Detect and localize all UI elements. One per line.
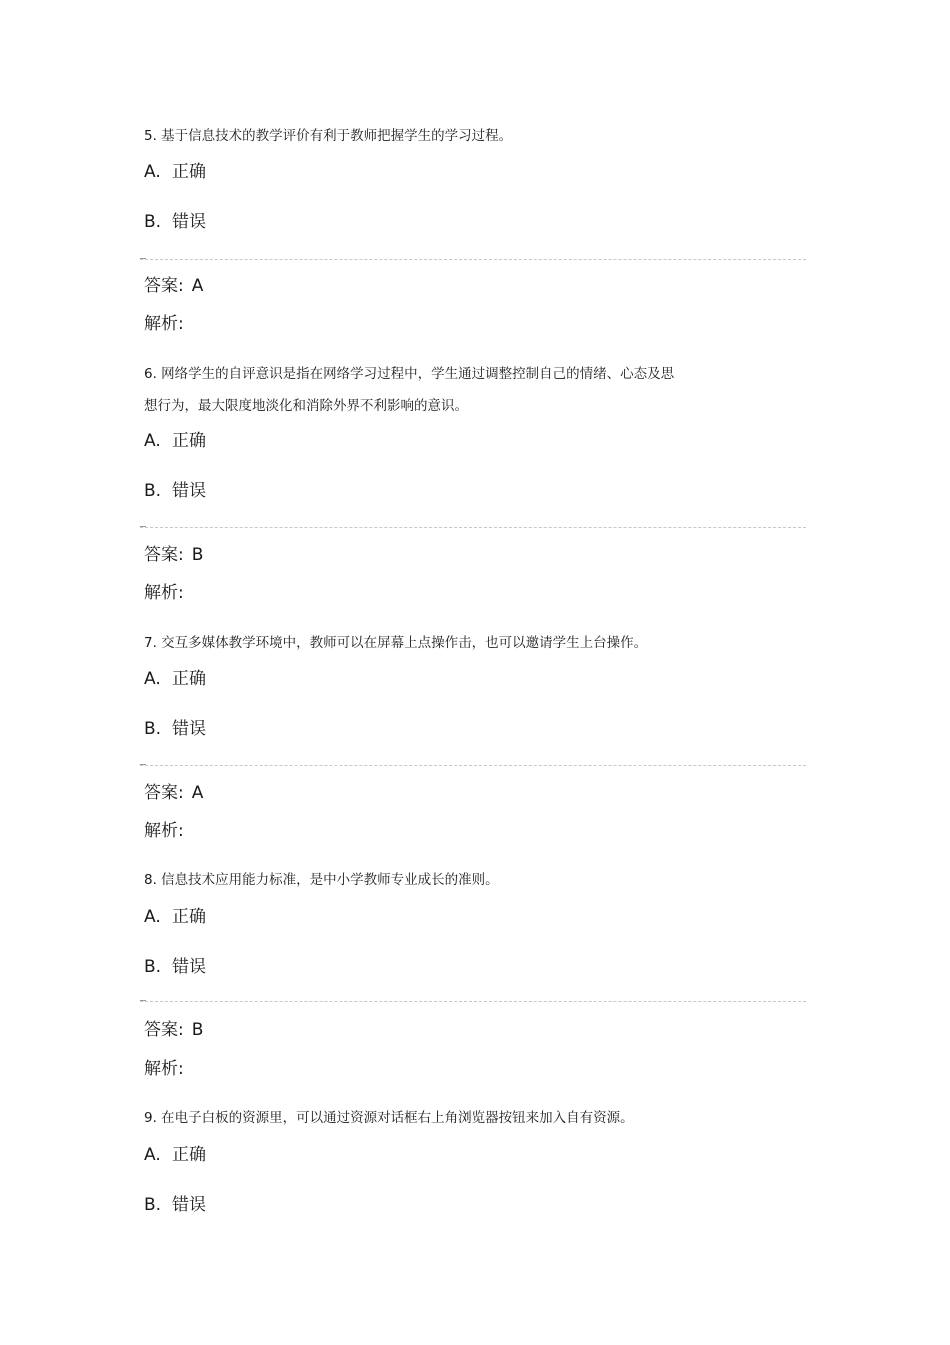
option-text: 错误 [172, 957, 206, 977]
divider [140, 1001, 806, 1002]
divider [140, 765, 806, 766]
option-letter: A. [144, 431, 161, 451]
option-a [144, 1144, 206, 1166]
analysis-label: 解析: [144, 1059, 184, 1079]
option-letter: B. [144, 1195, 162, 1215]
question-text: 9. 在电子白板的资源里，可以通过资源对话框右上角浏览器按钮来加入自有资源。 [144, 1110, 634, 1126]
answer [144, 544, 203, 566]
option-text: 错误 [172, 719, 206, 739]
option-letter: B. [144, 212, 162, 232]
option-letter: B. [144, 719, 162, 739]
option-letter: A. [144, 1145, 161, 1165]
option-letter: B. [144, 481, 162, 501]
answer-value: B [191, 1020, 204, 1040]
question-text: 7. 交互多媒体教学环境中，教师可以在屏幕上点操作击，也可以邀请学生上台操作。 [144, 635, 648, 651]
question-text: 6. 网络学生的自评意识是指在网络学习过程中，学生通过调整控制自己的情绪、心态及思 [144, 366, 675, 382]
option-letter: A. [144, 669, 161, 689]
analysis-label: 解析: [144, 314, 184, 334]
analysis-label: 解析: [144, 821, 184, 841]
answer-value: A [191, 276, 204, 296]
option-a [144, 430, 206, 452]
divider [140, 259, 806, 260]
option-a [144, 906, 206, 928]
question-text: 想行为，最大限度地淡化和消除外界不利影响的意识。 [144, 398, 468, 414]
option-b [144, 956, 206, 978]
option-text: 错误 [172, 481, 206, 501]
divider [140, 527, 806, 528]
option-text: 错误 [172, 1195, 206, 1215]
option-letter: A. [144, 907, 161, 927]
answer-label: 答案: [144, 783, 184, 803]
option-letter: B. [144, 957, 162, 977]
option-text: 正确 [172, 1145, 206, 1165]
option-b [144, 211, 206, 233]
answer [144, 782, 203, 804]
answer-label: 答案: [144, 276, 184, 296]
option-letter: A. [144, 162, 161, 182]
question-text: 8. 信息技术应用能力标准，是中小学教师专业成长的准则。 [144, 872, 499, 888]
option-b [144, 718, 206, 740]
option-text: 正确 [172, 162, 206, 182]
option-text: 错误 [172, 212, 206, 232]
question-text: 5. 基于信息技术的教学评价有利于教师把握学生的学习过程。 [144, 128, 513, 144]
answer-label: 答案: [144, 1020, 184, 1040]
option-text: 正确 [172, 907, 206, 927]
analysis-label: 解析: [144, 583, 184, 603]
answer [144, 275, 203, 297]
option-b [144, 480, 206, 502]
answer [144, 1019, 203, 1041]
option-a [144, 161, 206, 183]
option-text: 正确 [172, 669, 206, 689]
option-a [144, 668, 206, 690]
option-b [144, 1194, 206, 1216]
answer-value: B [191, 545, 204, 565]
answer-label: 答案: [144, 545, 184, 565]
answer-value: A [191, 783, 204, 803]
option-text: 正确 [172, 431, 206, 451]
